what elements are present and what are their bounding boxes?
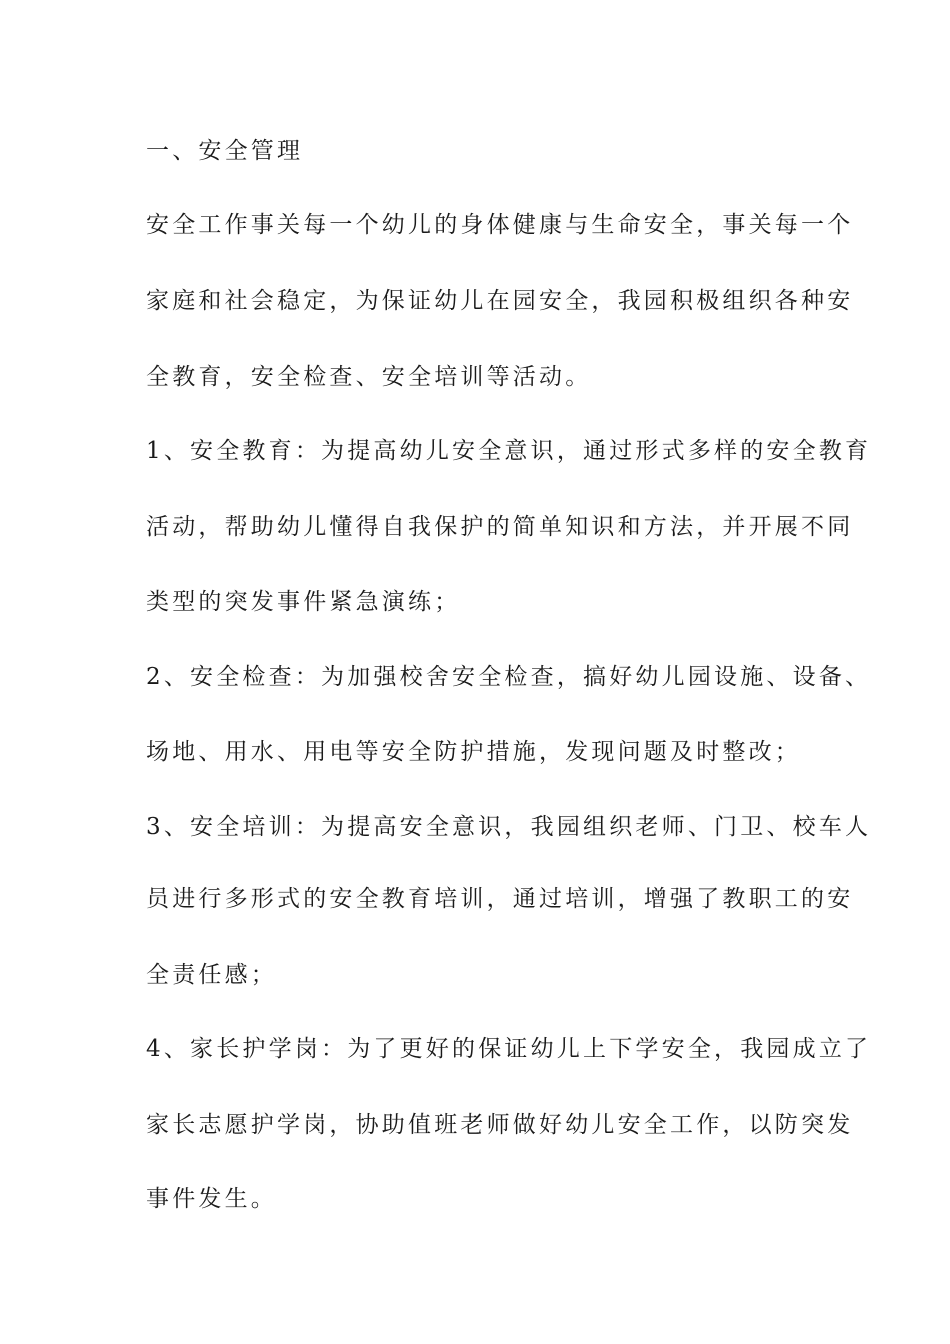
item-3-line: 员进行多形式的安全教育培训，通过培训，增强了教职工的安	[146, 886, 854, 912]
item-2-line: 场地、用水、用电等安全防护措施，发现问题及时整改；	[146, 739, 801, 765]
item-1-line: 类型的突发事件紧急演练；	[146, 589, 461, 615]
intro-line: 安全工作事关每一个幼儿的身体健康与生命安全，事关每一个	[146, 212, 854, 238]
item-4-line: 4、家长护学岗：为了更好的保证幼儿上下学安全，我园成立了	[146, 1036, 872, 1062]
item-1-line: 活动，帮助幼儿懂得自我保护的简单知识和方法，并开展不同	[146, 514, 854, 540]
intro-line: 全教育，安全检查、安全培训等活动。	[146, 364, 592, 390]
item-3-line: 全责任感；	[146, 962, 277, 988]
item-3-line: 3、安全培训：为提高安全意识，我园组织老师、门卫、校车人	[146, 814, 872, 840]
intro-line: 家庭和社会稳定，为保证幼儿在园安全，我园积极组织各种安	[146, 288, 854, 314]
item-4-line: 事件发生。	[146, 1186, 277, 1212]
item-2-line: 2、安全检查：为加强校舍安全检查，搞好幼儿园设施、设备、	[146, 664, 872, 690]
item-4-line: 家长志愿护学岗，协助值班老师做好幼儿安全工作，以防突发	[146, 1112, 854, 1138]
item-1-line: 1、安全教育：为提高幼儿安全意识，通过形式多样的安全教育	[146, 438, 872, 464]
section-heading: 一、安全管理	[146, 138, 304, 164]
